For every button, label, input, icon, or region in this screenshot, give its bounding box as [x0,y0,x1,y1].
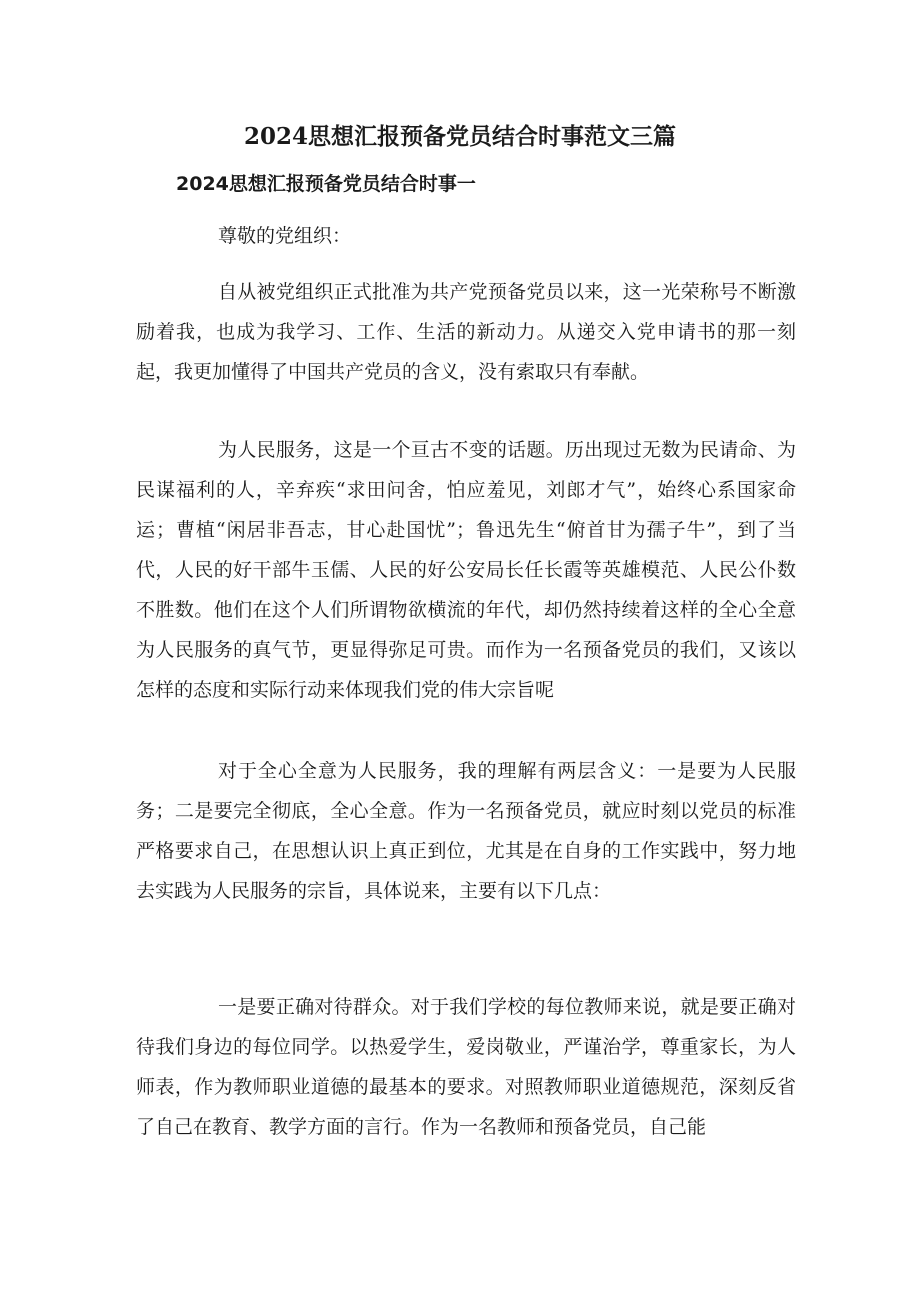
paragraph-3: 对于全心全意为人民服务，我的理解有两层含义：一是要为人民服务；二是要完全彻底，全心全意。作为一名预备党员，就应时刻以党员的标准严格要求自己，在思想认识上真正到位，尤其是在自身的工作实践中，努力地去实践为人民服务的宗旨，具体说来，主要有以下几点： [136,760,796,902]
section-title: 2024思想汇报预备党员结合时事一 [176,173,476,195]
paragraph-1: 自从被党组织正式批准为共产党预备党员以来，这一光荣称号不断激励着我，也成为我学习、工作、生活的新动力。从递交入党申请书的那一刻起，我更加懂得了中国共产党员的含义，没有索取只有奉献。 [136,281,796,383]
paragraph-2: 为人民服务，这是一个亘古不变的话题。历出现过无数为民请命、为民谋福利的人，辛弃疾“求田问舍，怕应羞见，刘郎才气”，始终心系国家命运；曹植“闲居非吾志，甘心赴国忧”；鲁迅先生“俯首甘为孺子牛”，到了当代，人民的好干部牛玉儒、人民的好公安局长任长霞等英雄模范、人民公仆数不胜数。他们在这个人们所谓物欲横流的年代，却仍然持续着这样的全心全意为人民服务的真气节，更显得弥足可贵。而作为一名预备党员的我们，又该以怎样的态度和实际行动来体现我们党的伟大宗旨呢 [136,439,796,701]
salutation: 尊敬的党组织： [218,225,352,247]
paragraph-4: 一是要正确对待群众。对于我们学校的每位教师来说，就是要正确对待我们身边的每位同学。以热爱学生，爱岗敬业，严谨治学，尊重家长，为人师表，作为教师职业道德的最基本的要求。对照教师职业道德规范，深刻反省了自己在教育、教学方面的言行。作为一名教师和预备党员，自己能 [136,996,796,1138]
document-title: 2024思想汇报预备党员结合时事范文三篇 [243,123,676,150]
